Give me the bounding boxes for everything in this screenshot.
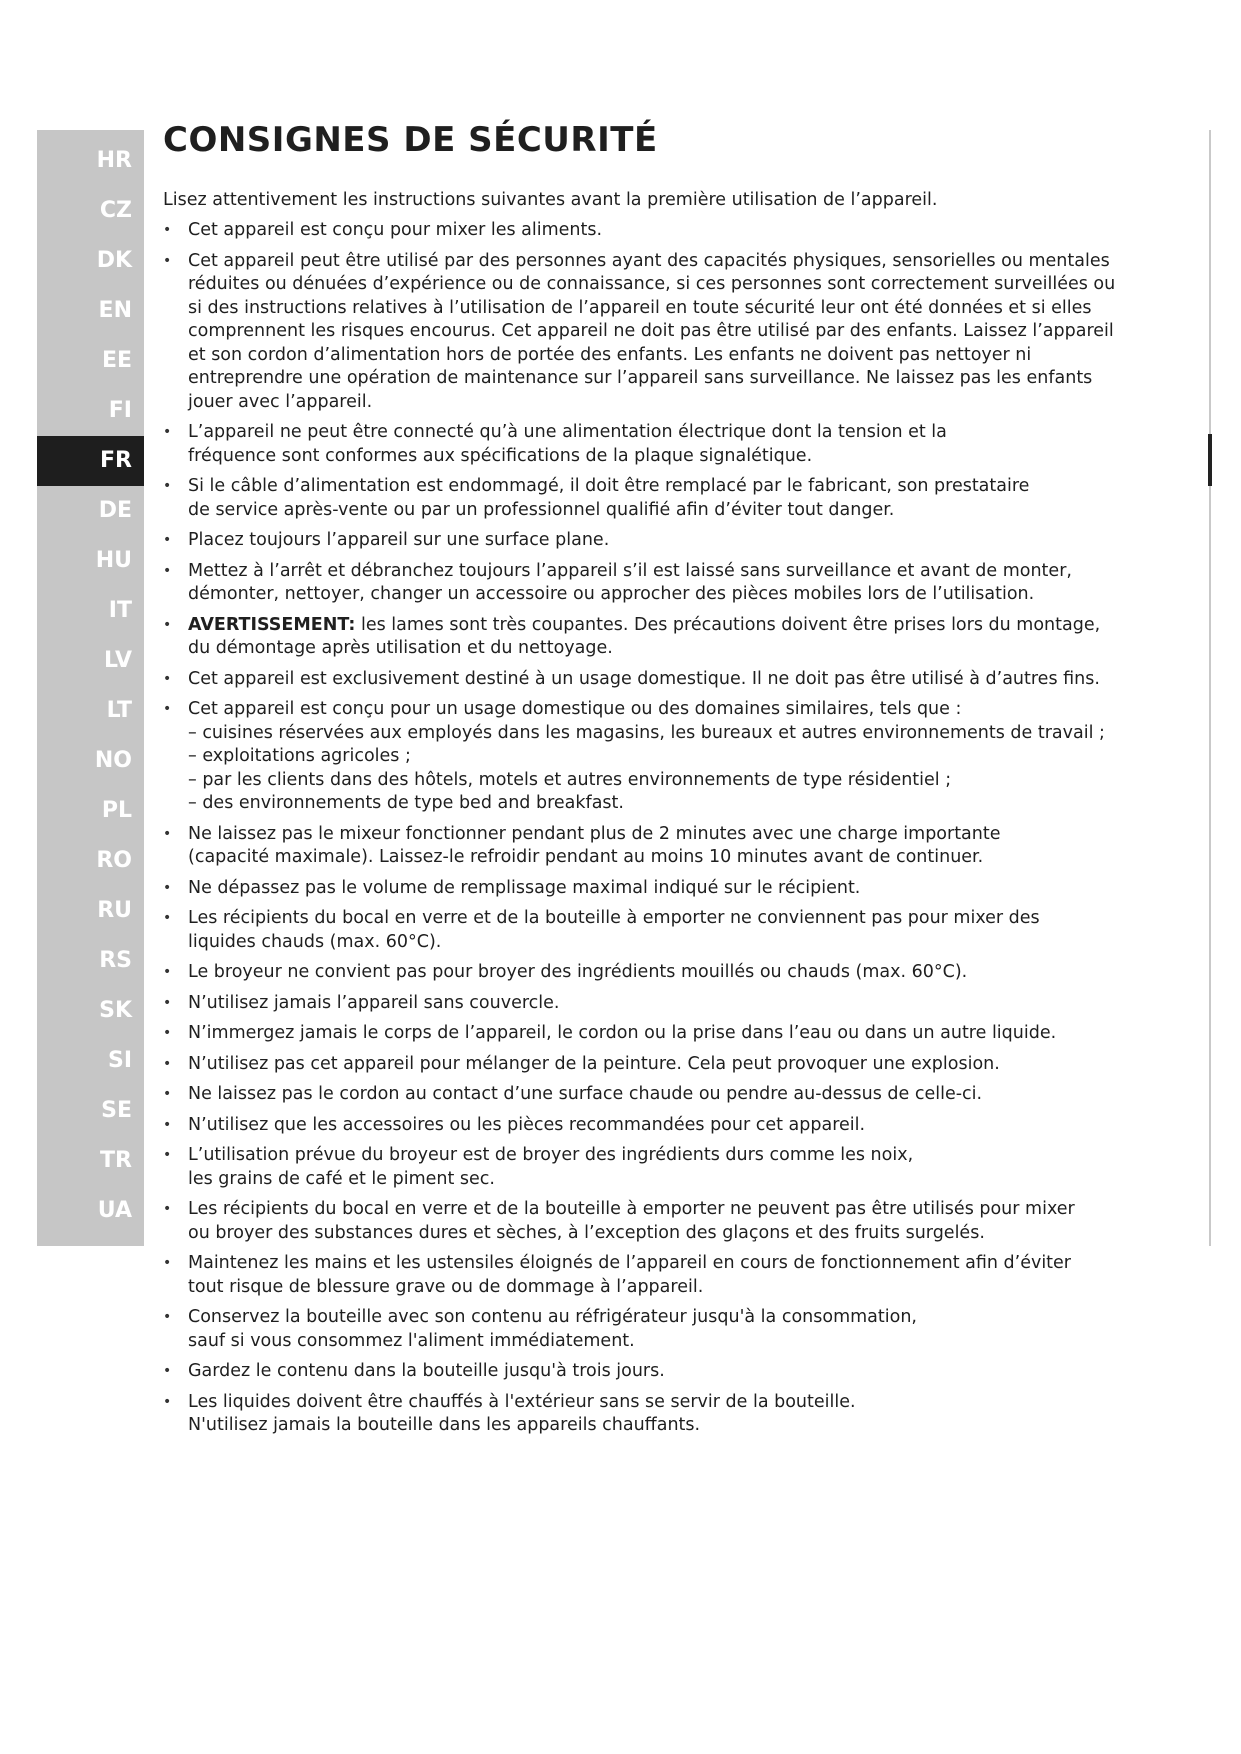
intro-text: Lisez attentivement les instructions suivantes avant la première utilisation de l’appareil. [163, 190, 938, 210]
list-item: • Cet appareil est conçu pour mixer les aliments. [163, 219, 1163, 243]
lang-tab-fi[interactable]: FI [108, 398, 132, 423]
language-tab-strip [37, 130, 144, 1246]
list-item: • N’utilisez jamais l’appareil sans couvercle. [163, 992, 1163, 1016]
safety-list [163, 219, 1163, 1438]
lang-tab-se[interactable]: SE [101, 1098, 132, 1123]
lang-tab-de[interactable]: DE [98, 498, 132, 523]
list-item: • Conservez la bouteille avec son contenu au réfrigérateur jusqu'à la consommation, sauf si vous consommez l'aliment immédiatement. [163, 1306, 1163, 1353]
lang-tab-ua[interactable]: UA [97, 1198, 132, 1223]
lang-tab-ru[interactable]: RU [97, 898, 132, 923]
list-item: • Le broyeur ne convient pas pour broyer des ingrédients mouillés ou chauds (max. 60°C). [163, 961, 1163, 985]
list-item: • Ne dépassez pas le volume de remplissage maximal indiqué sur le récipient. [163, 877, 1163, 901]
lang-tab-lt[interactable]: LT [106, 698, 132, 723]
list-item: • N’utilisez que les accessoires ou les pièces recommandées pour cet appareil. [163, 1114, 1163, 1138]
lang-tab-sk[interactable]: SK [99, 998, 132, 1023]
lang-tab-ee[interactable]: EE [101, 348, 132, 373]
lang-tab-fr-active[interactable]: FR [37, 436, 144, 486]
list-item: • Ne laissez pas le cordon au contact d’une surface chaude ou pendre au-dessus de celle-ci. [163, 1083, 1163, 1107]
lang-tab-si[interactable]: SI [107, 1048, 132, 1073]
list-item: • N’utilisez pas cet appareil pour mélanger de la peinture. Cela peut provoquer une explosion. [163, 1053, 1163, 1077]
lang-tab-hr[interactable]: HR [96, 148, 132, 173]
lang-tab-lv[interactable]: LV [103, 648, 132, 673]
list-item: • Les récipients du bocal en verre et de la bouteille à emporter ne conviennent pas pour mixer des liquides chauds (max. 60°C). [163, 907, 1163, 954]
lang-tab-rs[interactable]: RS [99, 948, 132, 973]
list-item: • Ne laissez pas le mixeur fonctionner pendant plus de 2 minutes avec une charge importante (capacité maximale). Laissez-le refroidir pendant au moins 10 minutes avant de continuer. [163, 823, 1163, 870]
list-item: • Les récipients du bocal en verre et de la bouteille à emporter ne peuvent pas être utilisés pour mixer ou broyer des substances dures et sèches, à l’exception des glaçons et des fruits surgelés. [163, 1198, 1163, 1245]
safety-instructions-content [163, 120, 1163, 1438]
list-item: • Gardez le contenu dans la bouteille jusqu'à trois jours. [163, 1360, 1163, 1384]
list-item: • Cet appareil est conçu pour un usage domestique ou des domaines similaires, tels que : – cuisines réservées aux employés dans les magasins, les bureaux et autres environnements de travail ; – exploitations agricoles ; – par les clients dans des hôtels, motels et autres environnements de type résidentiel ; – des environnements de type bed and breakfast. [163, 698, 1163, 816]
list-item: • Les liquides doivent être chauffés à l'extérieur sans se servir de la bouteille. N'utilisez jamais la bouteille dans les appareils chauffants. [163, 1391, 1163, 1438]
lang-tab-tr[interactable]: TR [100, 1148, 132, 1173]
lang-tab-it[interactable]: IT [108, 598, 132, 623]
list-item: • Maintenez les mains et les ustensiles éloignés de l’appareil en cours de fonctionnement afin d’éviter tout risque de blessure grave ou de dommage à l’appareil. [163, 1252, 1163, 1299]
warning-label: AVERTISSEMENT: [188, 614, 356, 635]
list-item: • N’immergez jamais le corps de l’appareil, le cordon ou la prise dans l’eau ou dans un autre liquide. [163, 1022, 1163, 1046]
lang-tab-pl[interactable]: PL [101, 798, 132, 823]
page-title: CONSIGNES DE SÉCURITÉ [163, 120, 658, 160]
lang-tab-ro[interactable]: RO [96, 848, 132, 873]
lang-tab-cz[interactable]: CZ [99, 198, 132, 223]
lang-tab-dk[interactable]: DK [96, 248, 132, 273]
warning-list-item [163, 614, 1163, 661]
list-item: • L’appareil ne peut être connecté qu’à une alimentation électrique dont la tension et la fréquence sont conformes aux spécifications de la plaque signalétique. [163, 421, 1163, 468]
lang-tab-en[interactable]: EN [98, 298, 132, 323]
list-item: • L’utilisation prévue du broyeur est de broyer des ingrédients durs comme les noix, les grains de café et le piment sec. [163, 1144, 1163, 1191]
list-item: • Si le câble d’alimentation est endommagé, il doit être remplacé par le fabricant, son prestataire de service après-vente ou par un professionnel qualifié afin d’éviter tout danger. [163, 475, 1163, 522]
right-margin-rule [1209, 130, 1211, 1246]
list-item: • Placez toujours l’appareil sur une surface plane. [163, 529, 1163, 553]
list-item: • Cet appareil peut être utilisé par des personnes ayant des capacités physiques, sensorielles ou mentales réduites ou dénuées d’expérience ou de connaissance, si ces personnes sont correctement surveillées ou si des instructions relatives à l’utilisation de l’appareil en toute sécurité leur ont été données et si elles comprennent les risques encourus. Cet appareil ne doit pas être utilisé par des enfants. Laissez l’appareil et son cordon d’alimentation hors de portée des enfants. Les enfants ne doivent pas nettoyer ni entreprendre une opération de maintenance sur l’appareil sans surveillance. Ne laissez pas les enfants jouer avec l’appareil. [163, 250, 1163, 415]
list-item: • Cet appareil est exclusivement destiné à un usage domestique. Il ne doit pas être utilisé à d’autres fins. [163, 668, 1163, 692]
warning-text: les lames sont très coupantes. Des précautions doivent être prises lors du montage, du démontage après utilisation et du nettoyage. [188, 614, 1101, 658]
right-section-marker [1208, 434, 1212, 486]
lang-tab-hu[interactable]: HU [95, 548, 132, 573]
lang-tab-no[interactable]: NO [94, 748, 132, 773]
list-item: • Mettez à l’arrêt et débranchez toujours l’appareil s’il est laissé sans surveillance et avant de monter, démonter, nettoyer, changer un accessoire ou approcher des pièces mobiles lors de l’utilisation. [163, 560, 1163, 607]
